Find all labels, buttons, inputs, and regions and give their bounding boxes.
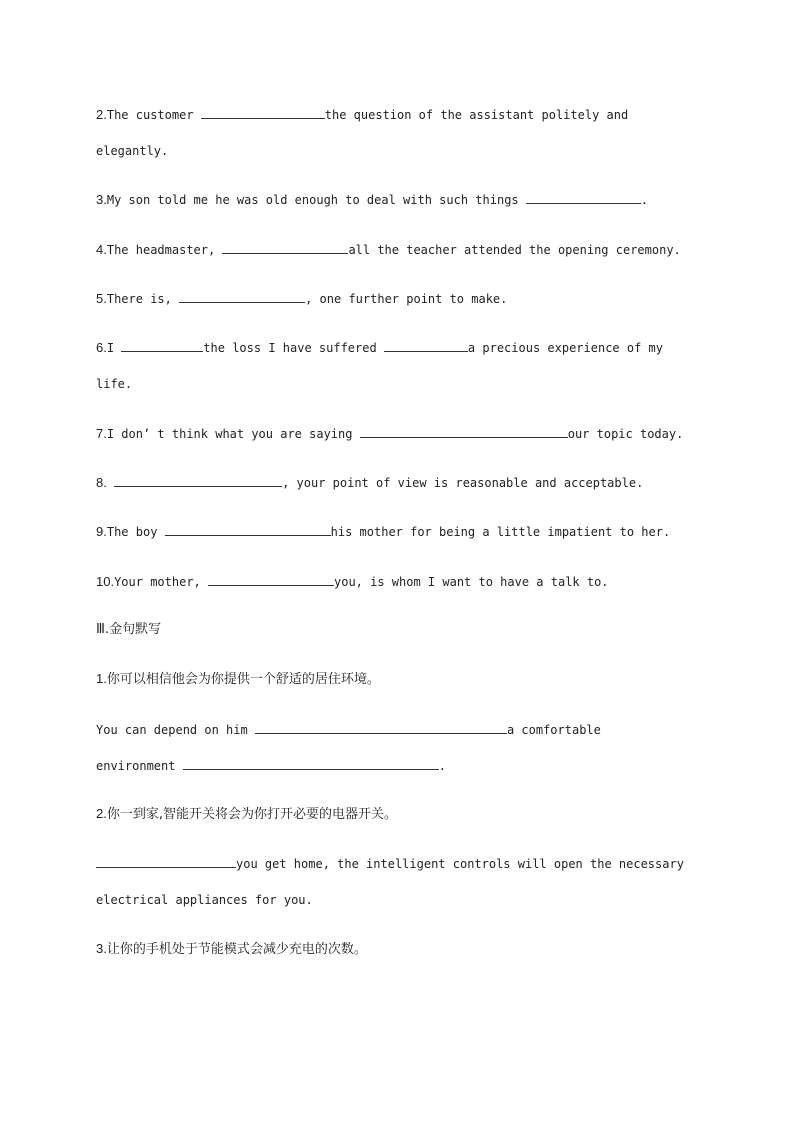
question-text: The headmaster, [106,243,223,257]
answer-blank[interactable] [165,524,331,536]
question-6 [96,340,663,356]
question-number: 8. [96,475,107,490]
question-number: 6. [96,340,107,355]
answer-blank[interactable] [96,856,236,868]
question-number: 2. [96,107,107,122]
answer-blank[interactable] [114,475,282,487]
answer-blank[interactable] [121,340,203,352]
sentence-number: 2. [96,806,107,821]
answer-blank[interactable] [183,758,439,770]
sentence-number: 3. [96,941,107,956]
sentence-text: . [438,759,446,773]
sentence-1-english [96,722,601,738]
question-text: Your mother, [114,575,208,589]
question-text: . [640,193,649,207]
sentence-2-english [96,856,684,872]
question-text: The boy [106,525,165,539]
answer-blank[interactable] [526,192,641,204]
question-text: a precious experience of my [467,341,663,355]
question-text: his mother for being a little impatient to her. [330,525,671,539]
question-3 [96,192,648,208]
question-6-continued: life. [96,377,133,391]
question-5 [96,291,507,307]
question-number: 7. [96,426,107,441]
answer-blank[interactable] [384,340,468,352]
sentence-3-chinese [96,941,367,958]
sentence-2-continued: electrical appliances for you. [96,893,313,907]
question-text: My son told me he was old enough to deal with such things [106,193,526,207]
question-9 [96,524,670,540]
question-number: 9. [96,524,107,539]
question-number: 3. [96,192,107,207]
question-text: the question of the assistant politely and [324,108,629,122]
chinese-sentence: 让你的手机处于节能模式会减少充电的次数。 [106,942,367,957]
question-text [107,476,114,490]
sentence-text: You can depend on him [96,723,255,737]
answer-blank[interactable] [208,574,334,586]
answer-blank[interactable] [255,722,507,734]
sentence-1-chinese [96,671,380,688]
chinese-sentence: 你可以相信他会为你提供一个舒适的居住环境。 [106,672,380,687]
answer-blank[interactable] [222,242,348,254]
question-text: I [106,341,122,355]
question-8 [96,475,643,491]
question-4 [96,242,681,258]
question-2-continued: elegantly. [96,144,169,158]
section-heading: Ⅲ.金句默写 [96,622,162,637]
question-text: all the teacher attended the opening ceremony. [348,243,681,257]
answer-blank[interactable] [179,291,305,303]
question-text: , your point of view is reasonable and acceptable. [282,476,644,490]
answer-blank[interactable] [201,107,325,119]
sentence-number: 1. [96,671,107,686]
chinese-sentence: 你一到家,智能开关将会为你打开必要的电器开关。 [106,807,397,822]
sentence-1-continued [96,758,446,774]
sentence-text: a comfortable [506,723,601,737]
sentence-2-chinese [96,806,397,823]
question-text: The customer [106,108,201,122]
question-number: 5. [96,291,107,306]
question-10 [96,574,609,590]
sentence-text: you get home, the intelligent controls will open the necessary [236,857,684,871]
question-text: I don’ t think what you are saying [106,427,360,441]
question-text: you, is whom I want to have a talk to. [334,575,609,589]
answer-blank[interactable] [360,426,568,438]
question-text: the loss I have suffered [203,341,384,355]
question-2 [96,107,628,123]
question-text: There is, [106,292,180,306]
sentence-text: environment [96,759,183,773]
question-text: , one further point to make. [305,292,508,306]
question-number: 10. [96,574,115,589]
question-number: 4. [96,242,107,257]
question-text: our topic today. [567,427,684,441]
question-7 [96,426,683,442]
